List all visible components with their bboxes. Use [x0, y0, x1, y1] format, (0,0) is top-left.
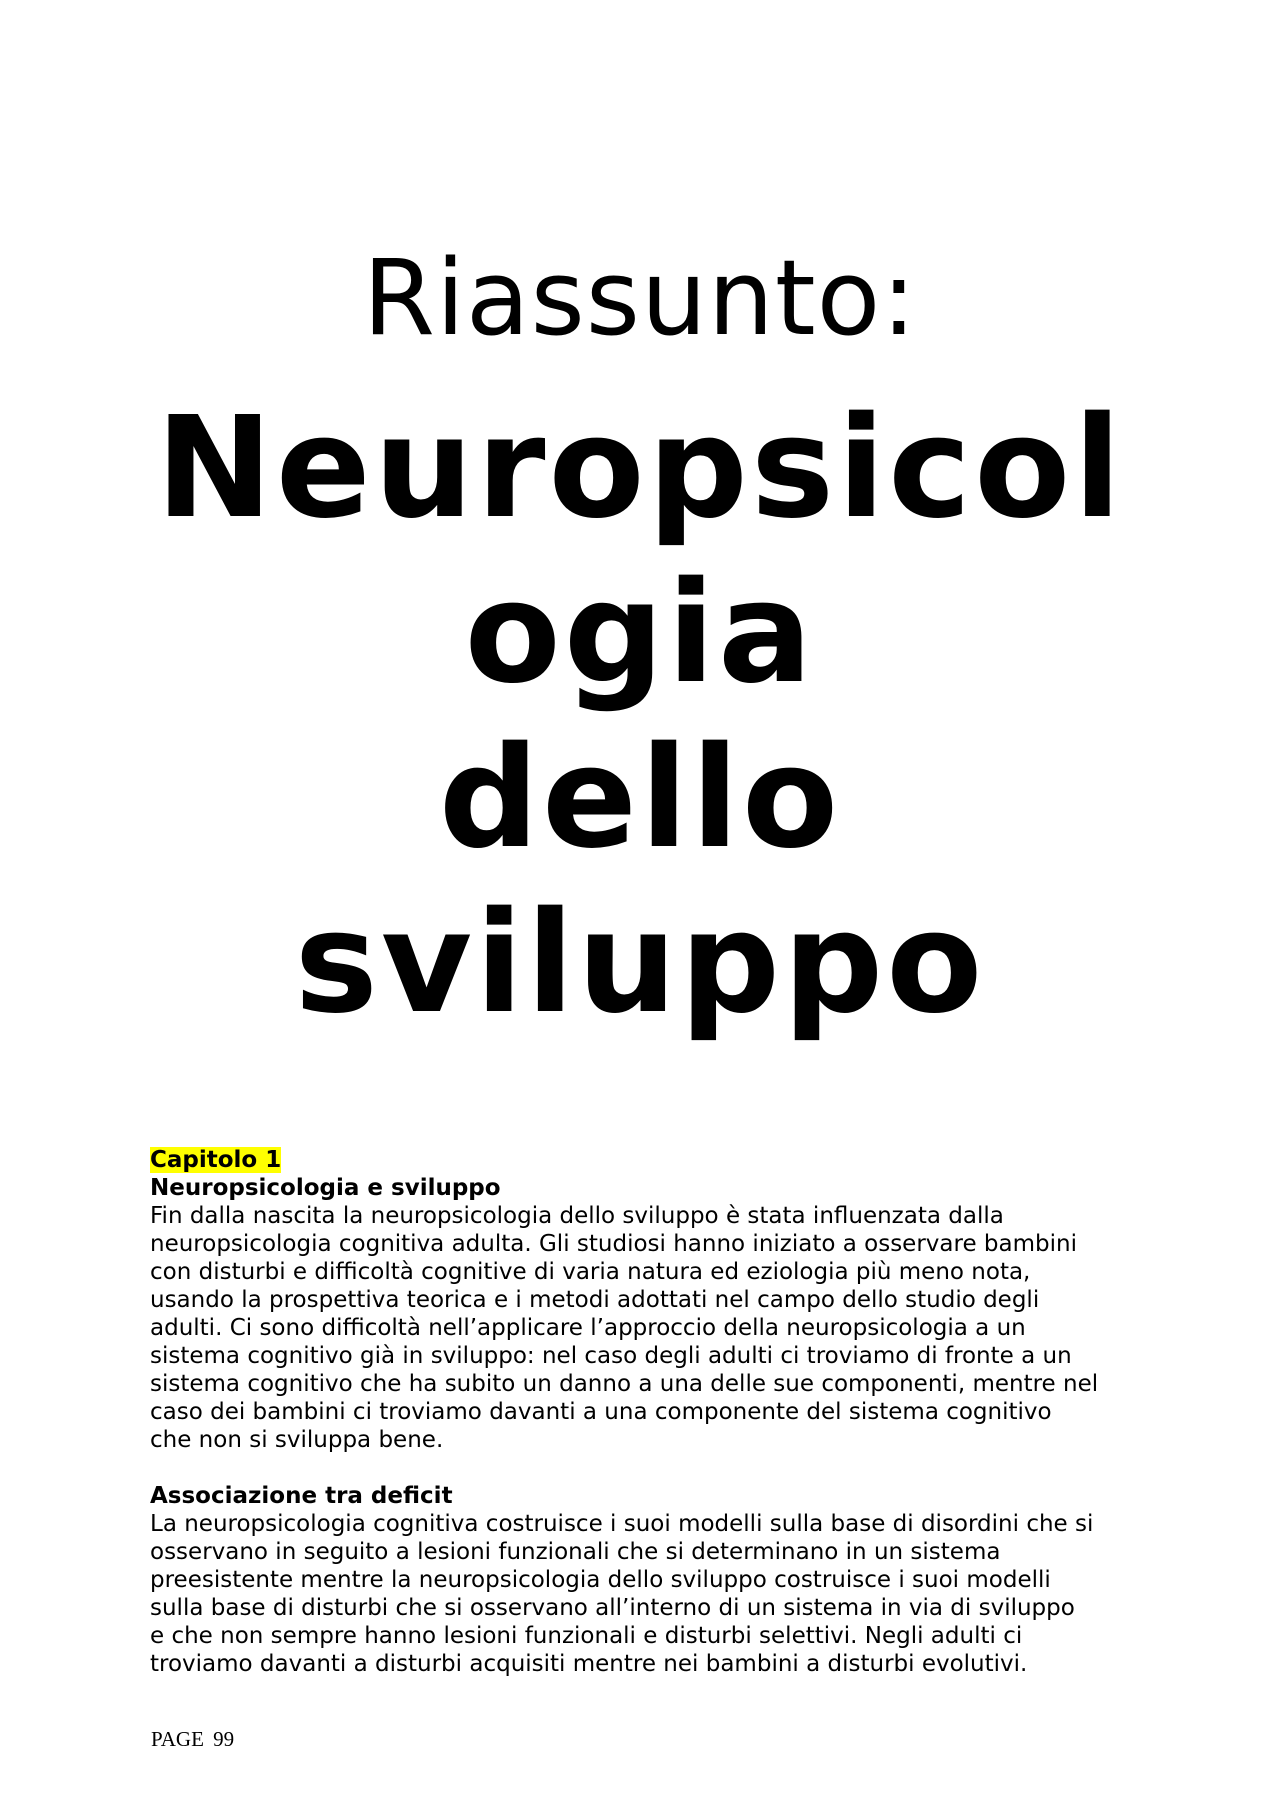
section-heading: Neuropsicologia e sviluppo	[150, 1175, 501, 1201]
paragraph-line: sulla base di disturbi che si osservano all’interno di un sistema in via di sviluppo	[150, 1595, 1075, 1621]
paragraph-line: neuropsicologia cognitiva adulta. Gli studiosi hanno iniziato a osservare bambini	[150, 1231, 1077, 1257]
section-paragraph	[150, 1510, 1140, 1678]
cover-title-block	[0, 238, 1280, 1046]
section-heading: Associazione tra deficit	[150, 1483, 453, 1509]
paragraph-line: sistema cognitivo che ha subito un danno a una delle sue componenti, mentre nel	[150, 1371, 1099, 1397]
paragraph-line: e che non sempre hanno lesioni funzionali e disturbi selettivi. Negli adulti ci	[150, 1623, 1023, 1649]
main-title-line: dello	[438, 717, 842, 880]
cover-subtitle: Riassunto:	[362, 237, 918, 359]
paragraph-line: La neuropsicologia cognitiva costruisce i suoi modelli sulla base di disordini che si	[150, 1511, 1094, 1537]
paragraph-line: troviamo davanti a disturbi acquisiti mentre nei bambini a disturbi evolutivi.	[150, 1651, 1028, 1677]
paragraph-line: caso dei bambini ci troviamo davanti a una componente del sistema cognitivo	[150, 1399, 1052, 1425]
paragraph-line: sistema cognitivo già in sviluppo: nel caso degli adulti ci troviamo di fronte a un	[150, 1343, 1072, 1369]
document-body	[150, 1146, 1140, 1678]
paragraph-line: osservano in seguito a lesioni funzionali che si determinano in un sistema	[150, 1539, 1001, 1565]
chapter-label: Capitolo 1	[150, 1147, 282, 1173]
cover-main-title	[0, 386, 1280, 1046]
page-footer	[151, 1727, 234, 1751]
main-title-line: sviluppo	[294, 882, 986, 1045]
page-label: PAGE	[151, 1727, 204, 1751]
paragraph-spacer	[150, 1454, 1140, 1482]
paragraph-line: che non si sviluppa bene.	[150, 1427, 444, 1453]
paragraph-line: adulti. Ci sono difficoltà nell’applicare l’approccio della neuropsicologia a un	[150, 1315, 1026, 1341]
paragraph-line: usando la prospettiva teorica e i metodi adottati nel campo dello studio degli	[150, 1287, 1040, 1313]
section-paragraph	[150, 1202, 1140, 1454]
main-title-line: Neuropsicol	[155, 387, 1125, 550]
paragraph-line: preesistente mentre la neuropsicologia dello sviluppo costruisce i suoi modelli	[150, 1567, 1051, 1593]
main-title-line: ogia	[464, 552, 816, 715]
paragraph-line: Fin dalla nascita la neuropsicologia dello sviluppo è stata influenzata dalla	[150, 1203, 1004, 1229]
paragraph-line: con disturbi e difficoltà cognitive di varia natura ed eziologia più meno nota,	[150, 1259, 1031, 1285]
page-number: 99	[213, 1727, 235, 1751]
